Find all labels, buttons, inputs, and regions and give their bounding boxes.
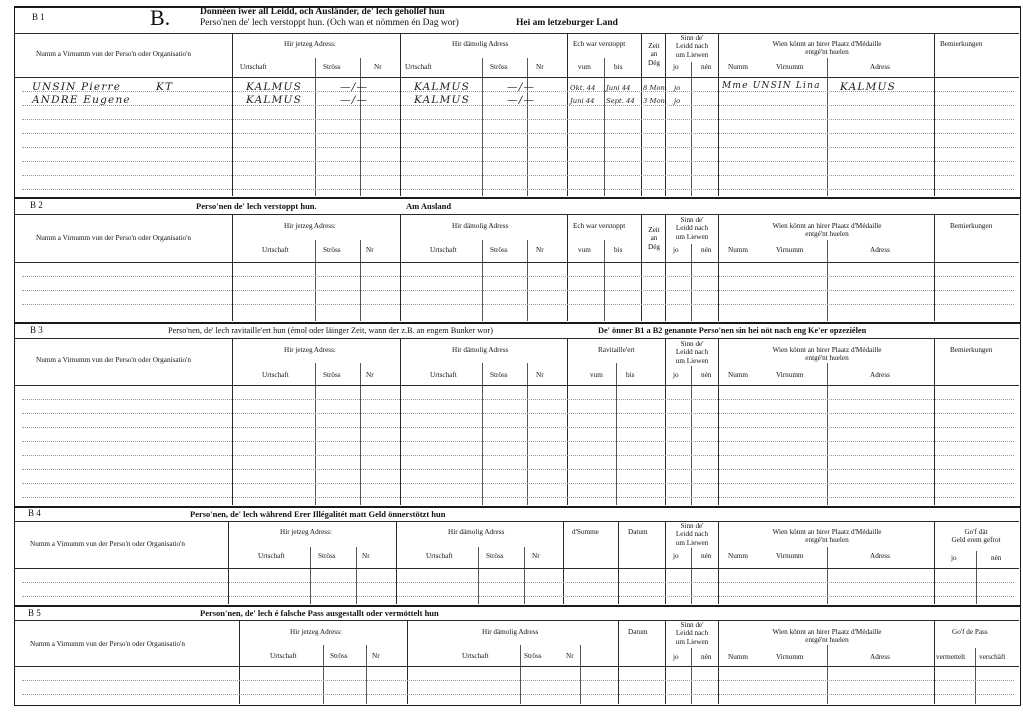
col-current-address: Hir jetzeg Adress:	[284, 346, 336, 354]
col-nr: Nr	[532, 552, 540, 560]
col-from: vum	[578, 246, 591, 254]
col-stross: Ströss	[318, 552, 336, 560]
col-vermettelt: vermettelt	[936, 653, 966, 661]
col-nen: nén	[701, 63, 712, 71]
section-title2-b2: Am Ausland	[406, 201, 452, 211]
col-jo: jo	[673, 371, 679, 379]
col-urtschaft: Urtschaft	[405, 63, 432, 71]
col-urtschaft: Urtschaft	[430, 246, 457, 254]
col-jo: jo	[673, 246, 679, 254]
section-code-b2: B 2	[30, 200, 43, 210]
header-line2: Perso'nen de' lech verstoppt hun. (Och wan et nömmen én Dag wor)	[200, 18, 459, 28]
row2-from: Juni 44	[570, 97, 595, 105]
col-jo: jo	[673, 63, 679, 71]
col-adress: Adress	[870, 63, 890, 71]
col-nr: Nr	[536, 371, 544, 379]
col-numm: Numm	[728, 63, 748, 71]
col-stross: Ströss	[323, 246, 341, 254]
col-alive: Sinn de' Leidd nach um Liewen	[675, 621, 709, 646]
col-urtschaft: Urtschaft	[262, 371, 289, 379]
col-stross: Ströss	[323, 371, 341, 379]
col-previous-address: Hir dämolig Adress	[452, 222, 509, 230]
col-stross: Ströss	[490, 63, 508, 71]
col-nen: nén	[701, 653, 712, 661]
col-adress: Adress	[870, 246, 890, 254]
header-line2b: Hei am letzeburger Land	[516, 18, 618, 28]
col-name: Numm a Virnumm vun der Perso'n oder Organisatio'n	[36, 234, 192, 242]
row1-extra: KT	[156, 81, 174, 93]
section-code-b5: B 5	[28, 608, 41, 618]
row1-to: Juni 44	[606, 84, 631, 92]
col-current-address: Hir jetzeg Adress:	[280, 528, 332, 536]
col-current-address: Hir jetzeg Adress:	[284, 40, 336, 48]
col-numm: Numm	[728, 246, 748, 254]
col-nr: Nr	[372, 652, 380, 660]
row1-medal-name: Mme UNSIN Lina	[722, 81, 821, 91]
col-adress: Adress	[870, 371, 890, 379]
col-passport: Go'f de Pass	[952, 628, 988, 636]
row1-days: 8 Mon.	[643, 84, 668, 92]
col-numm: Numm	[728, 552, 748, 560]
col-medal: Wien könnt an hirer Plaatz d'Médaille entgé'nt huelen	[772, 222, 882, 239]
col-previous-address: Hir dämolig Adress	[448, 528, 505, 536]
section-letter: B.	[150, 5, 171, 30]
col-alive: Sinn de' Leidd nach um Liewen	[675, 34, 709, 59]
row1-from: Okt. 44	[570, 84, 596, 92]
col-to: bis	[614, 246, 623, 254]
col-urtschaft: Urtschaft	[462, 652, 489, 660]
row1-prev-town: KALMUS	[414, 81, 470, 93]
section-code-b3: B 3	[30, 325, 43, 335]
col-somme: d'Somme	[572, 528, 599, 536]
section-title-b5: Person'nen, de' lech é falsche Pass ausgestallt oder vermöttelt hun	[200, 608, 439, 618]
col-current-address: Hir jetzeg Adress:	[284, 222, 336, 230]
col-virnumm: Virnumm	[776, 246, 804, 254]
col-alive: Sinn de' Leidd nach um Liewen	[675, 340, 709, 365]
col-nen: nén	[701, 371, 712, 379]
col-stross: Ströss	[490, 371, 508, 379]
col-alive: Sinn de' Leidd nach um Liewen	[675, 216, 709, 241]
col-stross: Ströss	[486, 552, 504, 560]
col-medal: Wien könnt an hirer Plaatz d'Médaille entgé'nt huelen	[772, 40, 882, 57]
col-nr: Nr	[374, 63, 382, 71]
col-alive: Sinn de' Leidd nach um Liewen	[675, 522, 709, 547]
col-zeit: Zeit an Dég	[648, 42, 660, 67]
col-stross: Ströss	[330, 652, 348, 660]
col-name: Numm a Virnumm vun der Perso'n oder Organisatio'n	[30, 640, 186, 648]
section-code-b4: B 4	[28, 508, 41, 518]
col-medal: Wien könnt an hirer Plaatz d'Médaille entgé'nt huelen	[772, 628, 882, 645]
col-virnumm: Virnumm	[776, 371, 804, 379]
row2-town: KALMUS	[246, 94, 302, 106]
col-ravitailleert: Ravitaille'ert	[598, 346, 635, 354]
col-name: Numm a Virnumm vun der Perso'n oder Organisatio'n	[36, 356, 192, 364]
row1-prev-street: —/—	[507, 81, 536, 93]
col-hidden: Ech war verstoppt	[573, 40, 626, 48]
col-nr: Nr	[362, 552, 370, 560]
col-urtschaft: Urtschaft	[258, 552, 285, 560]
col-medal: Wien könnt an hirer Plaatz d'Médaille entgé'nt huelen	[772, 528, 882, 545]
col-remarks: Bemierkungen	[950, 222, 993, 230]
col-from: vum	[590, 371, 603, 379]
col-nen: nén	[701, 552, 712, 560]
col-remarks: Bemierkungen	[940, 40, 983, 48]
col-previous-address: Hir dämolig Adress	[452, 40, 509, 48]
col-virnumm: Virnumm	[776, 552, 804, 560]
col-urtschaft: Urtschaft	[270, 652, 297, 660]
col-virnumm: Virnumm	[776, 653, 804, 661]
col-stross: Ströss	[524, 652, 542, 660]
row1-jo: jo	[674, 84, 681, 92]
row2-days: 3 Mon.	[643, 97, 668, 105]
col-to: bis	[626, 371, 635, 379]
header-line1: Donnéen iwer all Leidd, och Ausländer, de' lech gehollef hun	[200, 7, 445, 17]
col-verschaft: verschäft	[979, 653, 1006, 661]
col-urtschaft: Urtschaft	[430, 371, 457, 379]
row2-prev-town: KALMUS	[414, 94, 470, 106]
col-jo: jo	[951, 554, 957, 562]
row2-to: Sept. 44	[606, 97, 635, 105]
section-code-b1: B 1	[32, 12, 45, 22]
col-adress: Adress	[870, 653, 890, 661]
col-previous-address: Hir dämolig Adress	[452, 346, 509, 354]
col-virnumm: Virnumm	[776, 63, 804, 71]
col-nr: Nr	[366, 246, 374, 254]
row2-prev-street: —/—	[507, 94, 536, 106]
row1-medal-address: KALMUS	[840, 81, 896, 93]
col-hidden: Ech war verstoppt	[573, 222, 626, 230]
col-previous-address: Hir dämolig Adress	[482, 628, 539, 636]
col-money-returned: Go'f dät Geld erem gefrot	[951, 528, 1001, 545]
row2-street: —/—	[340, 94, 369, 106]
col-stross: Ströss	[490, 246, 508, 254]
col-current-address: Hir jetzeg Adress:	[290, 628, 342, 636]
col-urtschaft: Urtschaft	[240, 63, 267, 71]
col-from: vum	[578, 63, 591, 71]
row2-name: ANDRE Eugene	[32, 94, 131, 106]
col-urtschaft: Urtschaft	[426, 552, 453, 560]
col-adress: Adress	[870, 552, 890, 560]
section-title-b2: Perso'nen de' lech verstoppt hun.	[196, 201, 317, 211]
section-title2-b3: De' önner B1 a B2 genannte Perso'nen sin hei nöt nach eng Ke'er opzeziélen	[598, 326, 867, 335]
col-datum: Datum	[628, 528, 648, 536]
col-nen: nén	[991, 554, 1002, 562]
row1-street: —/—	[340, 81, 369, 93]
row1-name: UNSIN Pierre	[32, 81, 122, 93]
col-numm: Numm	[728, 371, 748, 379]
col-nr: Nr	[366, 371, 374, 379]
row1-town: KALMUS	[246, 81, 302, 93]
col-name: Numm a Virnumm vun der Perso'n oder Organisatio'n	[30, 540, 186, 548]
col-nr: Nr	[536, 63, 544, 71]
section-title-b3: Perso'nen, de' lech ravitaille'ert hun (émol oder läinger Zeit, wann der z.B. an engem Bunker wor)	[168, 326, 493, 335]
col-jo: jo	[673, 653, 679, 661]
row2-jo: jo	[674, 97, 681, 105]
col-nr: Nr	[566, 652, 574, 660]
col-nen: nén	[701, 246, 712, 254]
col-zeit: Zeit an Dég	[648, 226, 660, 251]
section-title-b4: Perso'nen, de' lech während Erer Illégalitét matt Geld önnerstötzt hun	[190, 509, 446, 519]
col-medal: Wien könnt an hirer Plaatz d'Médaille entgé'nt huelen	[772, 346, 882, 363]
col-remarks: Bemierkungen	[950, 346, 993, 354]
col-name: Numm a Virnumm vun der Perso'n oder Organisatio'n	[36, 50, 192, 58]
col-urtschaft: Urtschaft	[262, 246, 289, 254]
col-numm: Numm	[728, 653, 748, 661]
col-nr: Nr	[536, 246, 544, 254]
col-jo: jo	[673, 552, 679, 560]
col-datum: Datum	[628, 628, 648, 636]
col-stross: Ströss	[323, 63, 341, 71]
col-to: bis	[614, 63, 623, 71]
